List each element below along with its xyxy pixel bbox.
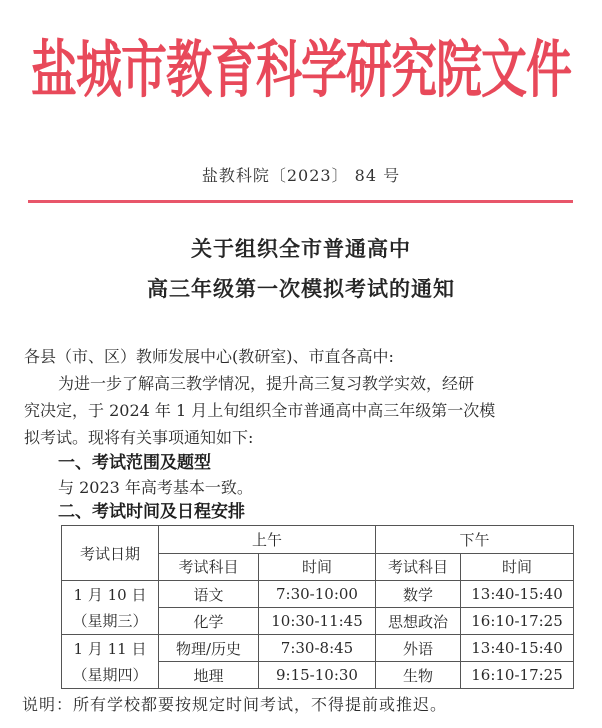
document-masthead: 盐城市教育科学研究院文件 (31, 32, 571, 106)
addressee: 各县（市、区）教师发展中心(教研室)、市直各高中: (24, 347, 394, 366)
section-1-heading: 一、考试范围及题型 (58, 453, 211, 473)
table-row (62, 608, 574, 635)
am-time-cell: 7:30-10:00 (259, 581, 376, 608)
weekday-cell: （星期三） (62, 608, 159, 635)
header-am-subject: 考试科目 (159, 553, 259, 581)
am-time-cell: 9:15-10:30 (259, 662, 376, 689)
header-pm-subject: 考试科目 (376, 553, 461, 581)
table-row (62, 635, 574, 662)
date-cell: 1 月 10 日 (62, 581, 159, 608)
header-morning: 上午 (159, 526, 376, 554)
header-exam-date: 考试日期 (62, 526, 159, 581)
pm-time-cell: 13:40-15:40 (461, 581, 574, 608)
schedule-note: 说明：所有学校都要按规定时间考试，不得提前或推迟。 (22, 695, 448, 714)
weekday-cell: （星期四） (62, 662, 159, 689)
pm-subject-cell: 思想政治 (376, 608, 461, 635)
am-time-cell: 10:30-11:45 (259, 608, 376, 635)
pm-time-cell: 16:10-17:25 (461, 608, 574, 635)
document-number: 盐教科院〔2023〕 84 号 (201, 166, 401, 185)
table-header-row-1 (62, 526, 574, 554)
pm-time-cell: 16:10-17:25 (461, 662, 574, 689)
notice-title-line-2: 高三年级第一次模拟考试的通知 (147, 276, 455, 301)
section-1-body: 与 2023 年高考基本一致。 (58, 478, 253, 497)
exam-schedule-table (61, 525, 574, 689)
date-cell: 1 月 11 日 (62, 635, 159, 662)
pm-subject-cell: 生物 (376, 662, 461, 689)
am-subject-cell: 地理 (159, 662, 259, 689)
section-2-heading: 二、考试时间及日程安排 (58, 502, 245, 522)
am-subject-cell: 化学 (159, 608, 259, 635)
header-pm-time: 时间 (461, 553, 574, 581)
intro-line-3: 拟考试。现将有关事项通知如下: (24, 428, 254, 447)
red-divider-rule (28, 200, 573, 203)
header-afternoon: 下午 (376, 526, 574, 554)
table-row (62, 662, 574, 689)
am-time-cell: 7:30-8:45 (259, 635, 376, 662)
pm-subject-cell: 外语 (376, 635, 461, 662)
intro-line-1: 为进一步了解高三教学情况，提升高三复习教学实效，经研 (58, 374, 475, 393)
table-row (62, 581, 574, 608)
header-am-time: 时间 (259, 553, 376, 581)
notice-title-line-1: 关于组织全市普通高中 (191, 236, 411, 261)
intro-line-2: 究决定，于 2024 年 1 月上旬组织全市普通高中高三年级第一次模 (24, 401, 496, 420)
am-subject-cell: 语文 (159, 581, 259, 608)
pm-subject-cell: 数学 (376, 581, 461, 608)
pm-time-cell: 13:40-15:40 (461, 635, 574, 662)
am-subject-cell: 物理/历史 (159, 635, 259, 662)
